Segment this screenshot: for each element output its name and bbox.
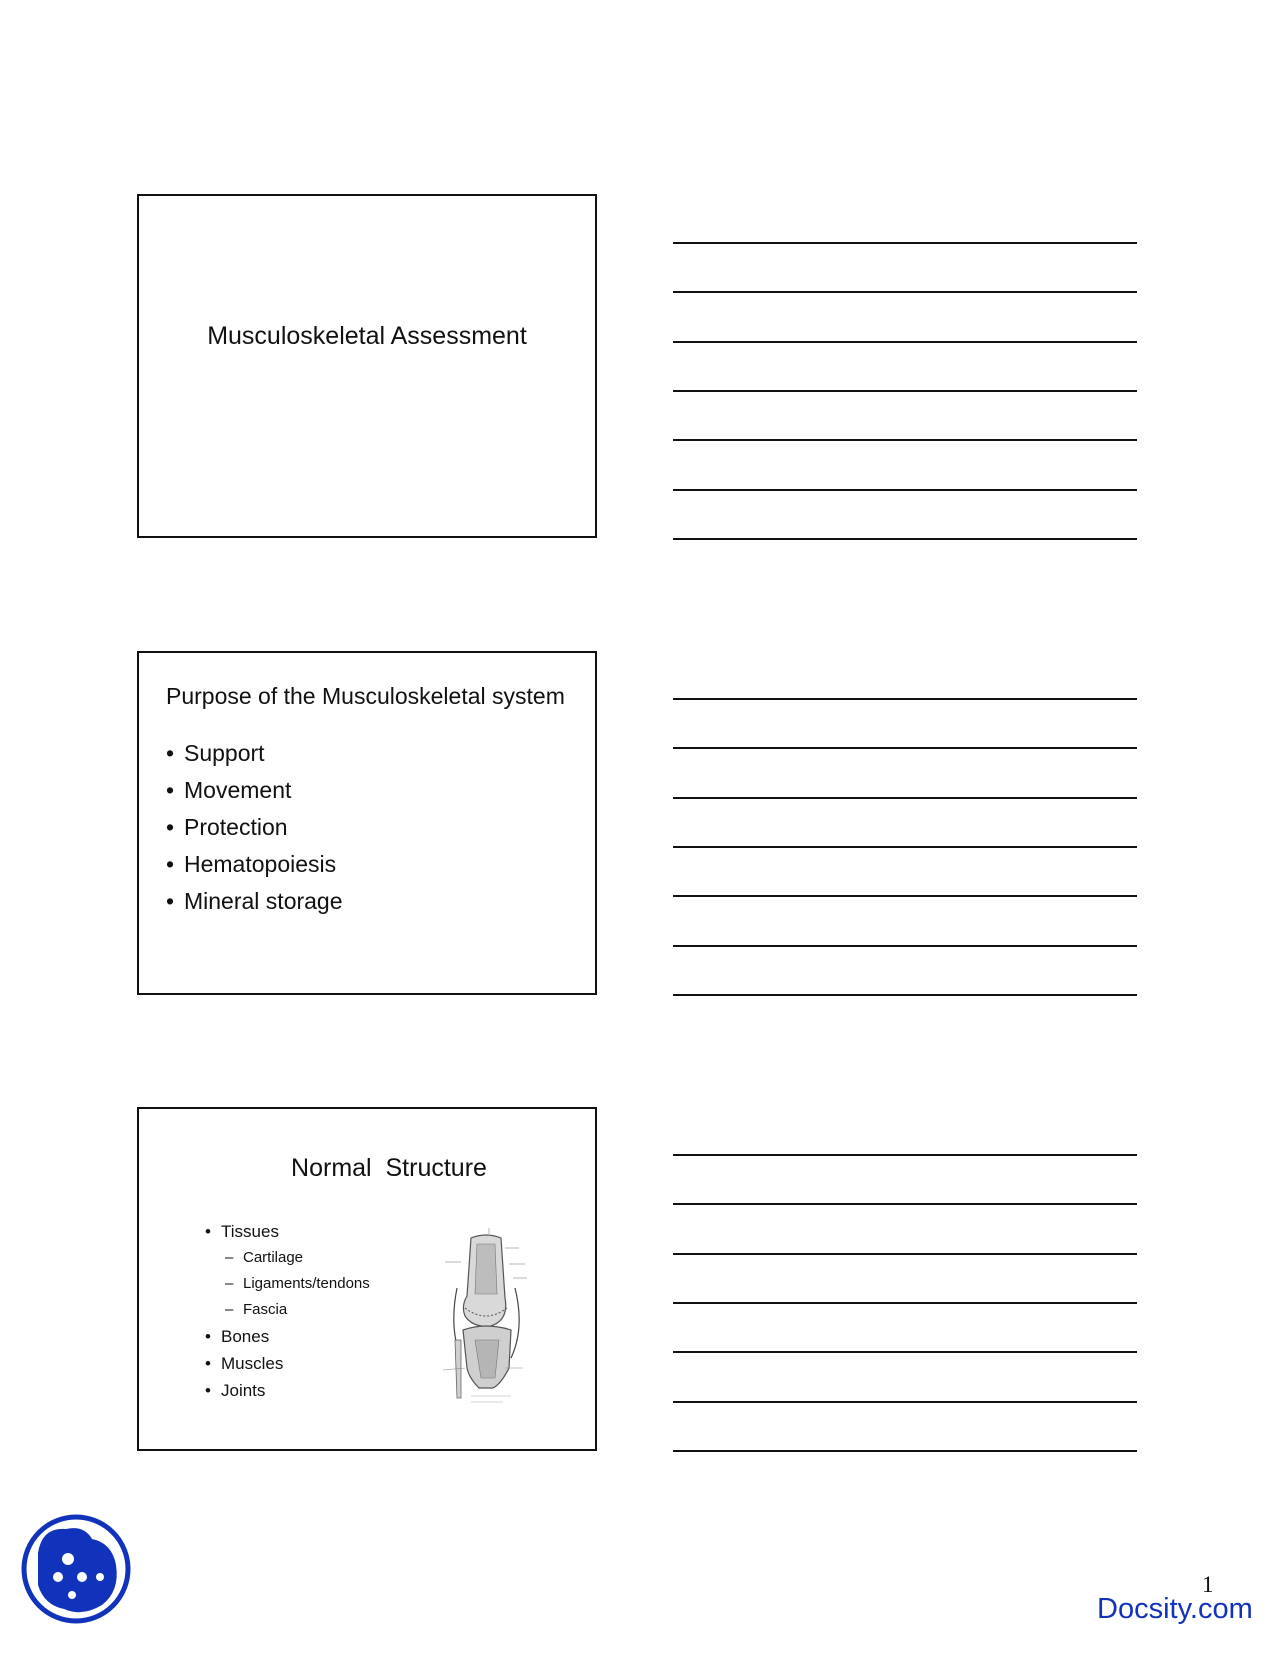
docsity-logo-icon xyxy=(20,1513,132,1625)
list-item: • Bones xyxy=(205,1323,445,1350)
slide-2-bullet-list xyxy=(166,735,343,920)
slide-2-title: Purpose of the Musculoskeletal system xyxy=(166,683,565,709)
knee-joint-illustration xyxy=(431,1228,541,1408)
note-line xyxy=(673,945,1137,947)
slide-3-title: Normal Structure xyxy=(291,1154,487,1182)
note-line xyxy=(673,242,1137,244)
list-item: • Hematopoiesis xyxy=(166,846,343,883)
note-line xyxy=(673,538,1137,540)
slide-1-title: Musculoskeletal Assessment xyxy=(207,322,527,350)
page-number: 1 xyxy=(1202,1572,1214,1597)
note-line xyxy=(673,994,1137,996)
note-line xyxy=(673,1401,1137,1403)
note-line xyxy=(673,1450,1137,1452)
note-line xyxy=(673,1154,1137,1156)
note-line xyxy=(673,797,1137,799)
slide-1 xyxy=(137,194,597,538)
list-item: • Support xyxy=(166,735,343,772)
docsity-brand-link[interactable]: Docsity.com xyxy=(1097,1593,1253,1625)
note-line xyxy=(673,1203,1137,1205)
note-line xyxy=(673,1253,1137,1255)
list-item-label: Tissues xyxy=(221,1222,279,1241)
list-item: • Mineral storage xyxy=(166,883,343,920)
note-line xyxy=(673,698,1137,700)
slide-2 xyxy=(137,651,597,995)
note-line xyxy=(673,390,1137,392)
note-line xyxy=(673,1351,1137,1353)
note-line xyxy=(673,439,1137,441)
note-line xyxy=(673,489,1137,491)
note-line xyxy=(673,341,1137,343)
note-line xyxy=(673,291,1137,293)
sub-list-item: – Cartilage xyxy=(221,1245,445,1271)
list-item xyxy=(205,1218,445,1323)
list-item: • Muscles xyxy=(205,1350,445,1377)
note-line xyxy=(673,747,1137,749)
list-item: • Protection xyxy=(166,809,343,846)
note-line xyxy=(673,895,1137,897)
sub-list-item: – Fascia xyxy=(221,1297,445,1323)
sub-list-item: – Ligaments/tendons xyxy=(221,1271,445,1297)
list-item: • Movement xyxy=(166,772,343,809)
slide-3-bullet-list xyxy=(205,1218,445,1404)
note-line xyxy=(673,846,1137,848)
list-item: • Joints xyxy=(205,1377,445,1404)
sub-bullet-list xyxy=(221,1245,445,1323)
note-line xyxy=(673,1302,1137,1304)
slide-3 xyxy=(137,1107,597,1451)
